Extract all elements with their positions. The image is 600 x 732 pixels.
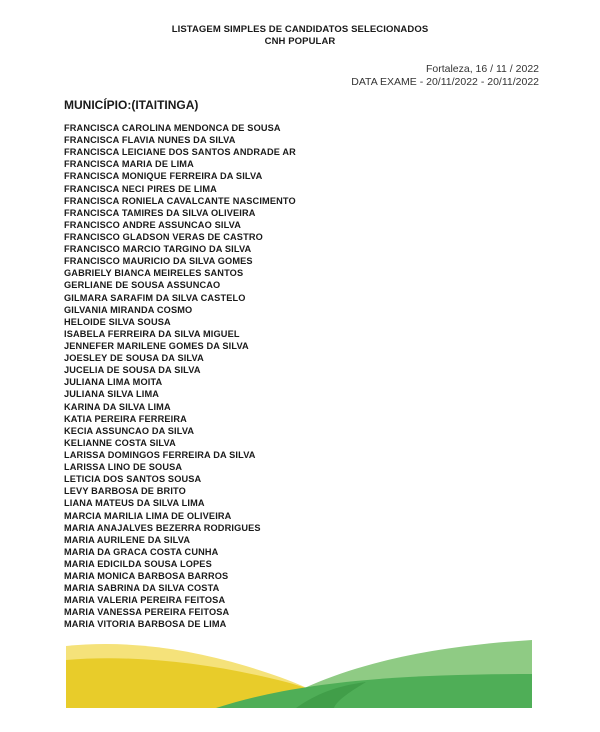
candidate-name: LEVY BARBOSA DE BRITO [64,486,186,497]
candidate-name: FRANCISCA MARIA DE LIMA [64,159,194,170]
candidate-name: ISABELA FERREIRA DA SILVA MIGUEL [64,328,240,339]
candidate-name: MARIA SABRINA DA SILVA COSTA [64,583,220,594]
candidate-name: MARIA MONICA BARBOSA BARROS [64,571,229,582]
candidate-name: GILMARA SARAFIM DA SILVA CASTELO [64,292,246,303]
candidate-name: FRANCISCA RONIELA CAVALCANTE NASCIMENTO [64,195,296,206]
candidate-name: MARIA ANAJALVES BEZERRA RODRIGUES [64,522,261,533]
candidate-name: JULIANA LIMA MOITA [64,377,163,388]
candidate-name: FRANCISCA CAROLINA MENDONCA DE SOUSA [64,123,281,133]
municipio-heading: MUNICÍPIO:(ITAITINGA) [64,98,199,112]
candidate-name: FRANCISCA NECI PIRES DE LIMA [64,183,217,194]
candidate-name: MARIA VALERIA PEREIRA FEITOSA [64,595,226,606]
candidate-name: MARCIA MARILIA LIMA DE OLIVEIRA [64,510,232,521]
footer-wave-graphic [66,638,532,708]
candidate-name: FRANCISCA FLAVIA NUNES DA SILVA [64,135,236,146]
candidate-name: MARIA VANESSA PEREIRA FEITOSA [64,607,230,618]
candidate-name: JENNEFER MARILENE GOMES DA SILVA [64,340,249,351]
candidate-name: KARINA DA SILVA LIMA [64,401,171,412]
candidate-name: JULIANA SILVA LIMA [64,389,160,400]
candidate-name: MARIA EDICILDA SOUSA LOPES [64,558,212,569]
candidate-name: FRANCISCA TAMIRES DA SILVA OLIVEIRA [64,207,256,218]
candidate-name: FRANCISCO MAURICIO DA SILVA GOMES [64,256,253,267]
candidate-name: HELOIDE SILVA SOUSA [64,316,171,327]
candidate-name: MARIA DA GRACA COSTA CUNHA [64,546,219,557]
exam-date: DATA EXAME - 20/11/2022 - 20/11/2022 [351,75,539,88]
document-subtitle: CNH POPULAR [264,36,336,47]
candidate-name: KELIANNE COSTA SILVA [64,437,176,448]
candidate-name: KATIA PEREIRA FERREIRA [64,413,187,424]
location-date: Fortaleza, 16 / 11 / 2022 [425,63,539,75]
candidate-name: MARIA VITORIA BARBOSA DE LIMA [64,619,227,630]
candidate-name: GABRIELY BIANCA MEIRELES SANTOS [64,268,244,279]
candidate-name: JOESLEY DE SOUSA DA SILVA [64,353,204,364]
candidate-name: FRANCISCA LEICIANE DOS SANTOS ANDRADE AR [64,147,296,158]
candidate-name: LIANA MATEUS DA SILVA LIMA [64,498,205,509]
document-title: LISTAGEM SIMPLES DE CANDIDATOS SELECIONADOS [171,24,429,35]
candidate-name: JUCELIA DE SOUSA DA SILVA [64,365,201,376]
candidate-name: GERLIANE DE SOUSA ASSUNCAO [64,280,221,291]
candidate-name: LARISSA DOMINGOS FERREIRA DA SILVA [64,449,256,460]
candidate-name: KECIA ASSUNCAO DA SILVA [64,425,195,436]
candidate-name: FRANCISCO GLADSON VERAS DE CASTRO [64,231,263,242]
candidate-name: FRANCISCA MONIQUE FERREIRA DA SILVA [64,171,263,182]
candidate-name: LETICIA DOS SANTOS SOUSA [64,474,202,485]
candidate-name: LARISSA LINO DE SOUSA [64,462,183,473]
document-header [0,24,600,48]
candidate-name: GILVANIA MIRANDA COSMO [64,304,193,315]
candidate-name: FRANCISCO ANDRE ASSUNCAO SILVA [64,219,242,230]
candidate-name: FRANCISCO MARCIO TARGINO DA SILVA [64,244,252,255]
candidate-name: MARIA AURILENE DA SILVA [64,534,191,545]
document-meta [351,63,539,88]
candidate-list [64,122,296,631]
